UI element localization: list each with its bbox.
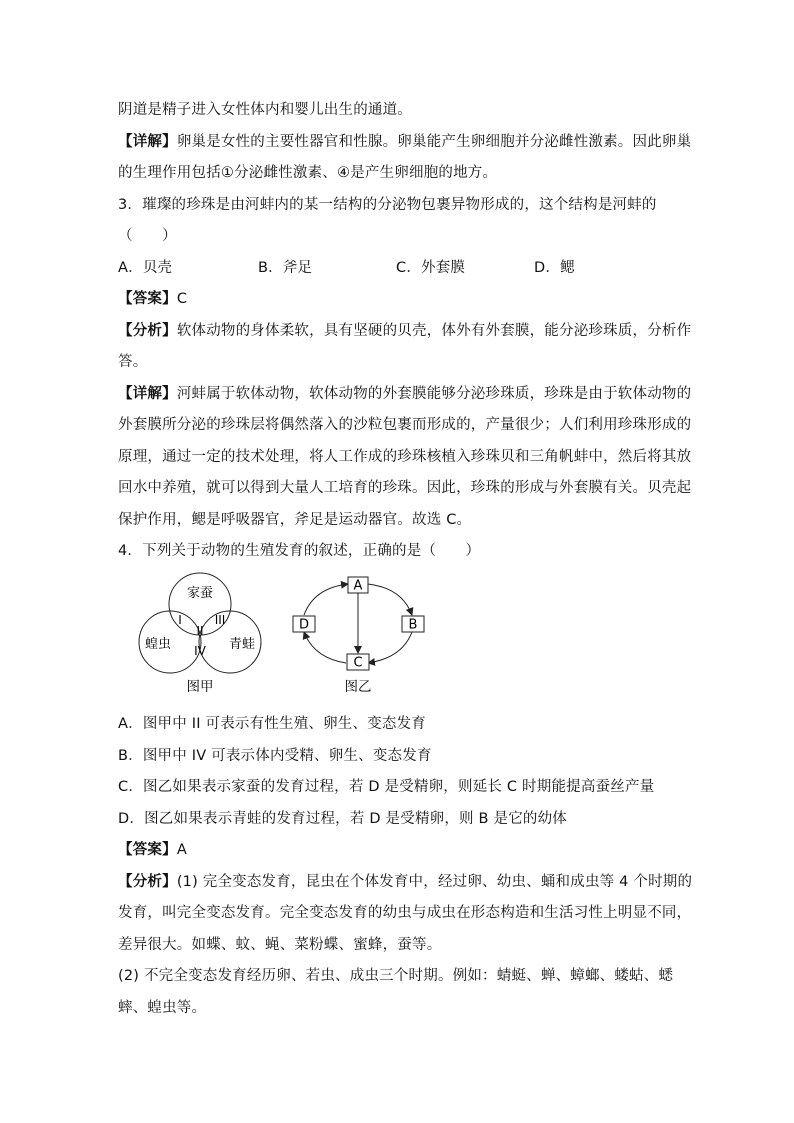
text-line: 外套膜所分泌的珍珠层将偶然落入的沙粒包裹而形成的，产量很少；人们利用珍珠形成的 bbox=[118, 417, 692, 433]
answer-value: A bbox=[176, 842, 187, 858]
text-line: 原理，通过一定的技术处理，将人工作成的珍珠核植入珍珠贝和三角帆蚌中，然后将其放 bbox=[118, 449, 692, 465]
detail-tag: 【详解】 bbox=[118, 134, 177, 150]
venn-region-iv: IV bbox=[194, 644, 206, 658]
text-line: 的生理作用包括①分泌雌性激素、④是产生卵细胞的地方。 bbox=[118, 165, 498, 181]
analysis-tag: 【分析】 bbox=[118, 323, 177, 339]
venn-label-locust: 蝗虫 bbox=[144, 637, 172, 652]
analysis-line bbox=[118, 872, 693, 892]
arrow-c-to-d bbox=[304, 632, 346, 663]
option-b: B．斧足 bbox=[258, 260, 313, 276]
figure-yi-cycle-diagram bbox=[284, 572, 434, 698]
question-3: 3．璀璨的珍珠是由河蚌内的某一结构的分泌物包裹异物形成的，这个结构是河蚌的 bbox=[118, 197, 657, 213]
option-a: A．贝壳 bbox=[118, 260, 173, 276]
node-a-label: A bbox=[353, 578, 363, 594]
detail-text: 卵巢是女性的主要性器官和性腺。卵巢能产生卵细胞并分泌雌性激素。因此卵巢 bbox=[176, 134, 692, 150]
answer-blank: （ ） bbox=[118, 228, 177, 244]
text-line: 保护作用，鳃是呼吸器官，斧足是运动器官。故选 C。 bbox=[118, 512, 472, 528]
figure-jia-venn-diagram bbox=[130, 572, 270, 698]
node-d-label: D bbox=[298, 617, 310, 633]
answer-line bbox=[118, 289, 678, 309]
venn-label-frog: 青蛙 bbox=[228, 637, 256, 652]
venn-region-ii: II bbox=[196, 624, 204, 638]
text-line: 答。 bbox=[118, 354, 148, 370]
arrow-a-to-b bbox=[368, 584, 412, 615]
analysis-text: (1) 完全变态发育，昆虫在个体发育中，经过卵、幼虫、蛹和成虫等 4 个时期的 bbox=[176, 874, 693, 890]
option-c: C．图乙如果表示家蚕的发育过程，若 D 是受精卵，则延长 C 时期能提高蚕丝产量 bbox=[118, 779, 655, 795]
text-line: 阴道是精子进入女性体内和婴儿出生的通道。 bbox=[118, 102, 412, 118]
text-line bbox=[118, 132, 692, 152]
question-4: 4．下列关于动物的生殖发育的叙述，正确的是（ ） bbox=[118, 543, 481, 559]
arrow-b-to-c bbox=[368, 632, 412, 663]
analysis-line bbox=[118, 321, 692, 341]
text-line: (2) 不完全变态发育经历卵、若虫、成虫三个时期。例如：蜻蜓、蝉、蟑螂、蝼蛄、蟋 bbox=[118, 968, 674, 984]
answer-tag: 【答案】 bbox=[118, 842, 177, 858]
text-line: 发育，叫完全变态发育。完全变态发育的幼虫与成虫在形态构造和生活习性上明显不同， bbox=[118, 905, 692, 921]
analysis-tag: 【分析】 bbox=[118, 874, 177, 890]
option-b: B．图甲中 IV 可表示体内受精、卵生、变态发育 bbox=[118, 748, 432, 764]
answer-value: C bbox=[176, 291, 188, 307]
option-d: D．图乙如果表示青蛙的发育过程，若 D 是受精卵，则 B 是它的幼体 bbox=[118, 811, 568, 827]
detail-tag: 【详解】 bbox=[118, 386, 177, 402]
arrow-d-to-a bbox=[304, 584, 348, 615]
text-line: 蟀、蝗虫等。 bbox=[118, 1000, 207, 1016]
node-b-label: B bbox=[408, 617, 418, 633]
venn-region-iii: III bbox=[214, 613, 226, 627]
venn-label-silkworm: 家蚕 bbox=[186, 586, 214, 601]
text-line: 回水中养殖，就可以得到大量人工培育的珍珠。因此，珍珠的形成与外套膜有关。贝壳起 bbox=[118, 480, 692, 496]
answer-tag: 【答案】 bbox=[118, 291, 177, 307]
detail-line bbox=[118, 384, 692, 404]
figure-yi-caption: 图乙 bbox=[344, 679, 372, 695]
detail-text: 河蚌属于软体动物，软体动物的外套膜能够分泌珍珠质，珍珠是由于软体动物的 bbox=[176, 386, 692, 402]
analysis-text: 软体动物的身体柔软，具有坚硬的贝壳，体外有外套膜，能分泌珍珠质，分析作 bbox=[176, 323, 692, 339]
figure-jia-caption: 图甲 bbox=[186, 679, 214, 695]
node-c-label: C bbox=[353, 655, 363, 671]
answer-line bbox=[118, 840, 678, 860]
text-line: 差异很大。如蝶、蚊、蝇、菜粉蝶、蜜蜂，蚕等。 bbox=[118, 937, 442, 953]
option-a: A．图甲中 II 可表示有性生殖、卵生、变态发育 bbox=[118, 716, 426, 732]
option-d: D．鳃 bbox=[534, 260, 575, 276]
venn-region-i: I bbox=[178, 613, 182, 627]
option-c: C．外套膜 bbox=[396, 260, 466, 276]
